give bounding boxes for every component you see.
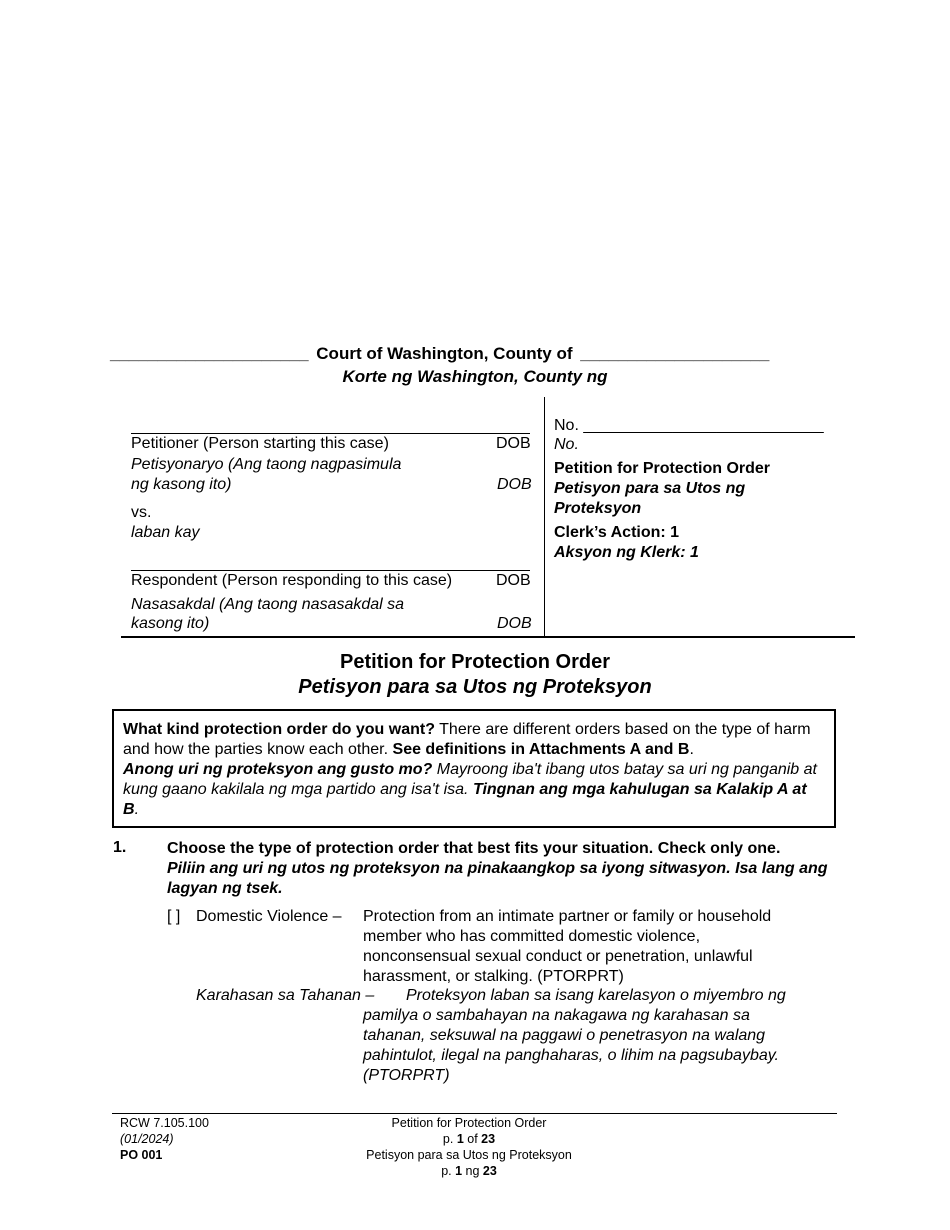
info-question-tl: Anong uri ng proteksyon ang gusto mo? [123,761,433,778]
dv-desc-en-line: harassment, or stalking. (PTORPRT) [363,968,624,985]
question-text-tl: Piliin ang uri ng utos ng proteksyon na pinakaangkop sa iyong sitwasyon. Isa lang ang lagyan ng tsek. [167,860,828,897]
footer-page-prefix: p. [442,1132,457,1146]
footer-rcw: RCW 7.105.100 [120,1116,209,1130]
question-text-en: Choose the type of protection order that best fits your situation. Check only one. [167,840,781,857]
dv-desc-en-line: nonconsensual sexual conduct or penetration, unlawful [363,948,753,965]
info-question-en: What kind protection order do you want? [123,721,435,738]
footer-page-number: 1 [455,1164,463,1178]
dv-description-tl [363,986,823,1086]
case-number-en: No. ___________________________ [554,417,824,434]
dv-label-tl: Karahasan sa Tahanan – [196,987,375,1004]
info-see-tl: Tingnan ang mga kahulugan sa Kalakip A at B [123,781,807,818]
info-body-en: There are different orders based on the type of harm and how the parties know each other. [123,721,811,758]
court-name-en: Court of Washington, County of [316,344,573,363]
dv-desc-tl-line: tahanan, seksuwal na paggawi o penetrasyon na walang [363,1027,766,1044]
footer-page-of-tl: ng [462,1164,483,1178]
dv-desc-en-line: Protection from an intimate partner or family or household [363,908,772,925]
footer-page-number: 1 [456,1132,464,1146]
footer-page-prefix: p. [441,1164,456,1178]
petitioner-label-tl-1: Petisyonaryo (Ang taong nagpasimula [131,456,402,473]
respondent-label-tl-2: kasong ito) [131,615,210,632]
dv-desc-tl-line: Proteksyon laban sa isang karelasyon o miyembro ng [406,987,786,1004]
respondent-label-tl-1: Nasasakdal (Ang taong nasasakdal sa [131,596,405,613]
dv-checkbox[interactable]: [ ] [167,908,181,925]
clerk-action-tl: Aksyon ng Klerk: 1 [554,544,699,561]
dv-desc-tl-line: pamilya o sambahayan na nakagawa ng karahasan sa [363,1007,750,1024]
footer-page-of: of [463,1132,482,1146]
court-header [110,344,840,364]
respondent-dob-en: DOB [496,572,531,589]
question-text [167,839,847,899]
respondent-label-en: Respondent (Person responding to this case) [131,572,453,589]
petitioner-label-tl-2: ng kasong ito) [131,476,232,493]
court-blank-left: _____________________ [110,344,309,363]
footer-page-tl [319,1163,619,1179]
dv-desc-tl-line: (PTORPRT) [363,1067,450,1084]
page-title-tl: Petisyon para sa Utos ng Proteksyon [298,676,652,698]
caption-bottom-rule [121,636,855,638]
footer-title-tl: Petisyon para sa Utos ng Proteksyon [366,1148,572,1162]
dv-label-en: Domestic Violence – [196,908,342,925]
info-period-tl: . [134,801,140,818]
respondent-dob-tl: DOB [497,615,532,632]
question-number: 1. [113,839,127,856]
footer-page-total: 23 [481,1132,496,1146]
court-name-tl: Korte ng Washington, County ng [342,367,608,386]
petitioner-label-en: Petitioner (Person starting this case) [131,435,389,452]
info-see-en: See definitions in Attachments A and B [392,741,690,758]
caption-title-tl-1: Petisyon para sa Utos ng [554,480,746,497]
vs-tl: laban kay [131,524,200,541]
info-period: . [689,741,694,758]
vs-en: vs. [131,504,152,521]
footer-page-total: 23 [482,1164,497,1178]
info-body-tl: Mayroong iba't ibang utos batay sa uri ng panganib at kung gaano kakilala ng mga partido ang isa't isa. [123,761,817,798]
page-title-en: Petition for Protection Order [339,651,611,673]
dv-desc-tl-line: pahintulot, ilegal na panghaharas, o lihim na pagsubaybay. [363,1047,779,1064]
case-number-tl: No. [554,436,579,453]
county-blank: ____________________ [580,344,770,363]
footer-date: (01/2024) [120,1132,174,1146]
petitioner-dob-en: DOB [496,435,531,452]
petitioner-dob-tl: DOB [497,476,532,493]
dv-desc-en-line: member who has committed domestic violence, [363,928,701,945]
dv-description-en [363,907,823,987]
footer-rule [112,1113,837,1114]
info-box [112,709,836,828]
footer-page-en [319,1131,619,1147]
caption-title-tl-2: Proteksyon [554,500,642,517]
footer-title-en: Petition for Protection Order [391,1116,547,1130]
caption-divider [544,397,545,637]
caption-title-en: Petition for Protection Order [554,460,771,477]
footer-form-number: PO 001 [120,1148,163,1162]
clerk-action-en: Clerk’s Action: 1 [554,524,680,541]
